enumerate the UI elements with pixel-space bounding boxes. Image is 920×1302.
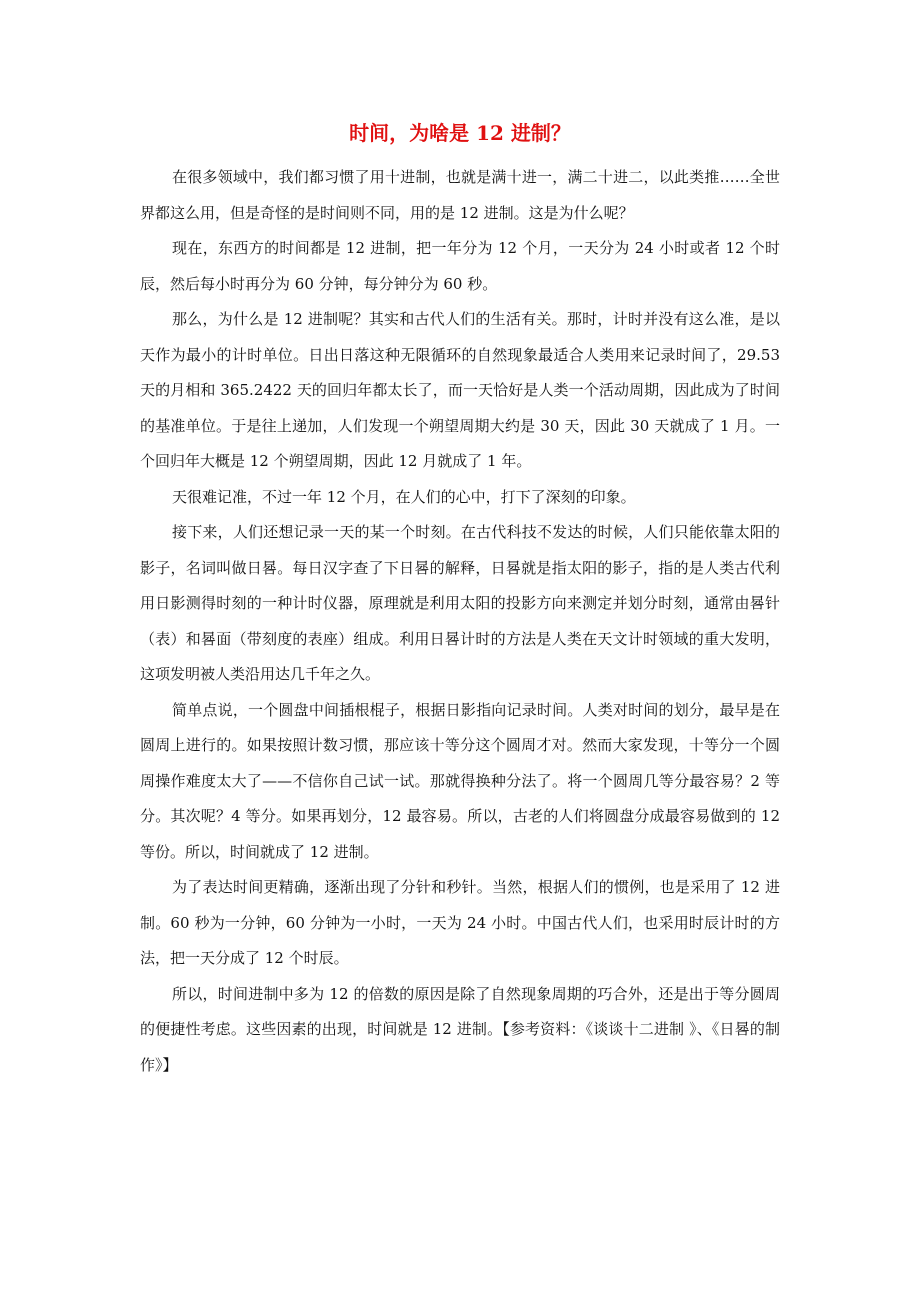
paragraph: 接下来，人们还想记录一天的某一个时刻。在古代科技不发达的时候，人们只能依靠太阳的影子，名词叫做日晷。每日汉字查了下日晷的解释，日晷就是指太阳的影子，指的是人类古代利用日影测得时刻的一种计时仪器，原理就是利用太阳的投影方向来测定并划分时刻，通常由晷针（表）和晷面（带刻度的表座）组成。利用日晷计时的方法是人类在天文计时领域的重大发明，这项发明被人类沿用达几千年之久。: [140, 523, 780, 683]
paragraph: 现在，东西方的时间都是 12 进制，把一年分为 12 个月，一天分为 24 小时或者 12 个时辰，然后每小时再分为 60 分钟，每分钟分为 60 秒。: [140, 239, 780, 293]
paragraph: 简单点说，一个圆盘中间插根棍子，根据日影指向记录时间。人类对时间的划分，最早是在圆周上进行的。如果按照计数习惯，那应该十等分这个圆周才对。然而大家发现，十等分一个圆周操作难度太大了——不信你自己试一试。那就得换种分法了。将一个圆周几等分最容易？2 等分。其次呢？4 等分。如果再划分，12 最容易。所以，古老的人们将圆盘分成最容易做到的 12 等份。所以，时间就成了 12 进制。: [140, 700, 780, 861]
paragraph: 为了表达时间更精确，逐渐出现了分针和秒针。当然，根据人们的惯例，也是采用了 12 进制。60 秒为一分钟，60 分钟为一小时，一天为 24 小时。中国古代人们，也采用时辰计时的方法，把一天分成了 12 个时辰。: [140, 878, 780, 967]
document-title: 时间，为啥是 12 进制？: [349, 121, 571, 145]
paragraph: 在很多领域中，我们都习惯了用十进制，也就是满十进一，满二十进二，以此类推……全世界都这么用，但是奇怪的是时间则不同，用的是 12 进制。这是为什么呢？: [140, 168, 780, 222]
paragraph: 天很难记准，不过一年 12 个月，在人们的心中，打下了深刻的印象。: [172, 487, 636, 506]
document-body: [140, 160, 780, 1083]
paragraph: 那么，为什么是 12 进制呢？其实和古代人们的生活有关。那时，计时并没有这么准，是以天作为最小的计时单位。日出日落这种无限循环的自然现象最适合人类用来记录时间了，29.53 天的月相和 365.2422 天的回归年都太长了，而一天恰好是人类一个活动周期，因此成为了时间的基准单位。于是往上递加，人们发现一个朔望周期大约是 30 天，因此 30 天就成了 1 月。一个回归年大概是 12 个朔望周期，因此 12 月就成了 1 年。: [140, 310, 780, 470]
paragraph: 所以，时间进制中多为 12 的倍数的原因是除了自然现象周期的巧合外，还是出于等分圆周的便捷性考虑。这些因素的出现，时间就是 12 进制。【参考资料：《谈谈十二进制 》、《日晷的制作》】: [140, 984, 780, 1074]
